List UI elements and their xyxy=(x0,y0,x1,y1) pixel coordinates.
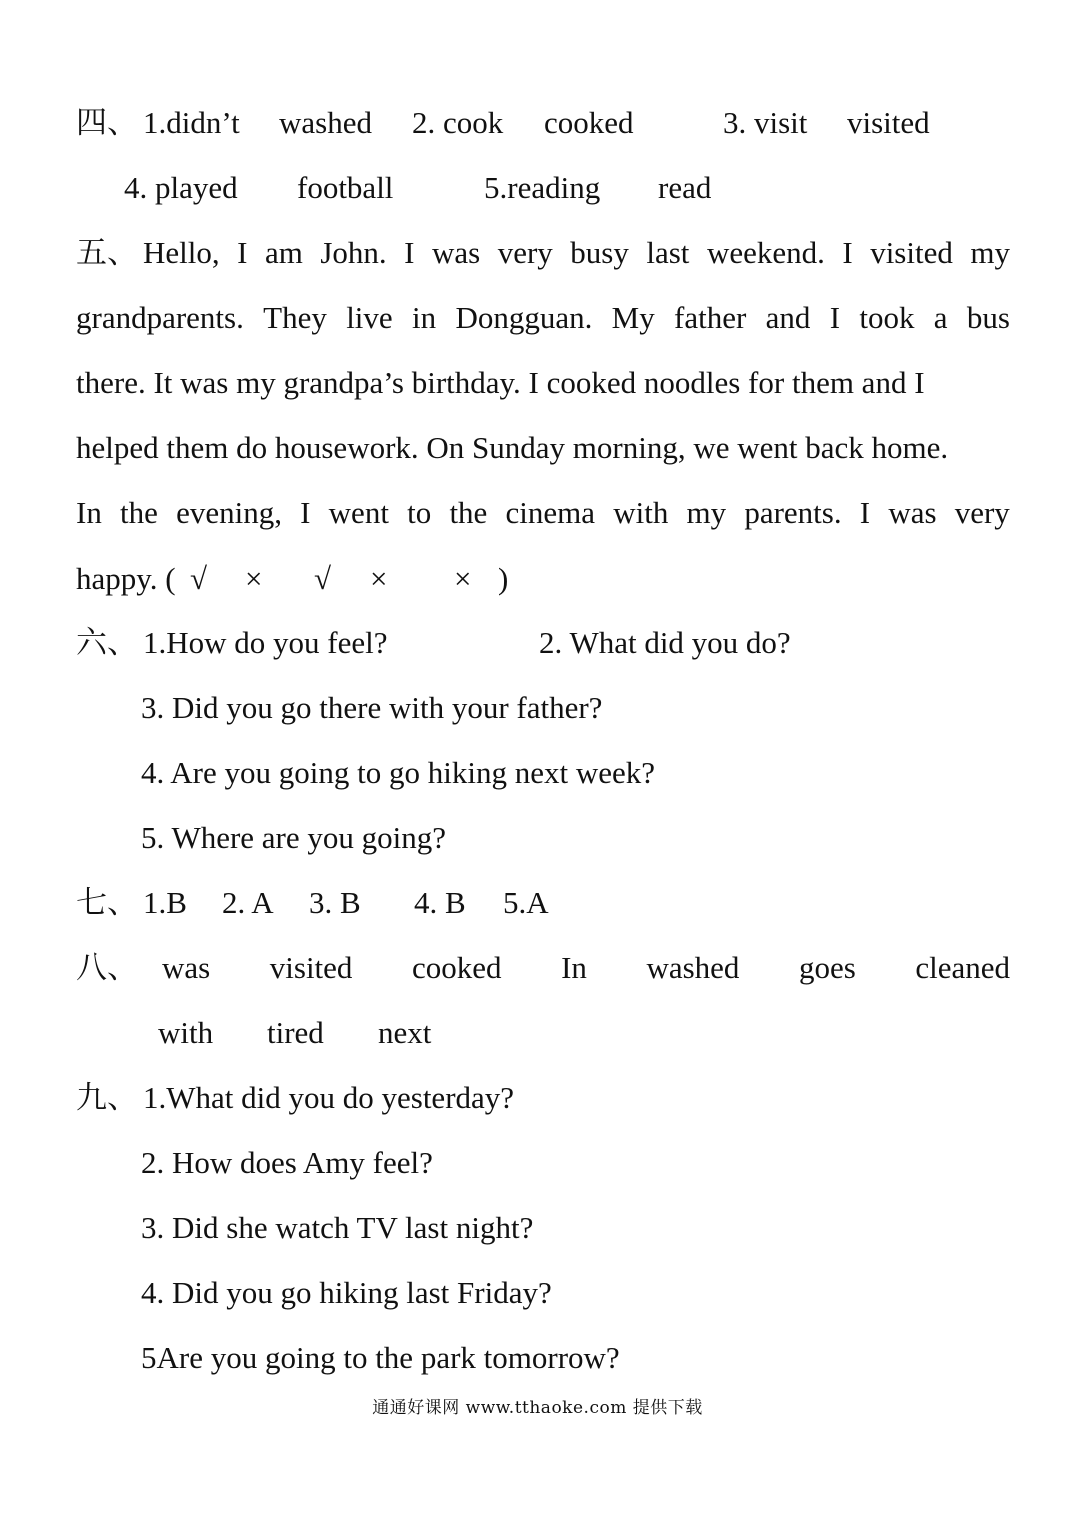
word: next xyxy=(378,1015,432,1050)
word: In xyxy=(76,495,102,530)
word: bus xyxy=(966,300,1010,335)
word: my xyxy=(970,235,1010,270)
section-6-label: 六、 xyxy=(76,625,138,660)
word: with xyxy=(158,1015,214,1050)
word: to xyxy=(407,495,432,530)
word: John. xyxy=(320,235,387,270)
passage-line-2 xyxy=(76,302,1010,333)
word: cleaned xyxy=(915,950,1010,985)
word: father xyxy=(674,300,747,335)
cross-mark-5: × xyxy=(454,561,472,596)
word: goes xyxy=(798,950,856,985)
word: with xyxy=(613,495,669,530)
word: visited xyxy=(870,235,953,270)
passage-line-6: happy. ( xyxy=(76,561,176,596)
section-4-label: 四、 xyxy=(76,105,138,140)
word: was xyxy=(888,495,937,530)
choice-5: 5.A xyxy=(503,885,549,920)
word: They xyxy=(263,300,327,335)
cross-mark-2: × xyxy=(245,561,263,596)
question-2: 2. What did you do? xyxy=(539,625,791,660)
word: Hello, xyxy=(143,235,220,270)
word: Dongguan. xyxy=(455,300,593,335)
check-mark-1: √ xyxy=(190,561,208,596)
choice-4: 4. B xyxy=(414,885,466,920)
closing-paren: ) xyxy=(498,561,509,596)
word: weekend. xyxy=(706,235,825,270)
word: I xyxy=(404,235,415,270)
question-5: 5. Where are you going? xyxy=(141,820,447,855)
section-8-label: 八、 xyxy=(76,950,138,985)
question-1: 1.How do you feel? xyxy=(143,625,388,660)
word: and xyxy=(765,300,811,335)
check-mark-3: √ xyxy=(314,561,332,596)
answer-2b: cooked xyxy=(544,105,634,140)
word: the xyxy=(449,495,488,530)
word: I xyxy=(300,495,311,530)
word: busy xyxy=(570,235,629,270)
word: went xyxy=(328,495,389,530)
answer-4a: 4. played xyxy=(124,170,238,205)
section-5-label: 五、 xyxy=(76,235,138,270)
passage-line-5 xyxy=(76,497,1010,528)
rewrite-4: 4. Did you go hiking last Friday? xyxy=(141,1275,552,1310)
answer-5b: read xyxy=(658,170,712,205)
word: am xyxy=(264,235,303,270)
word: was xyxy=(162,950,211,985)
word: visited xyxy=(269,950,353,985)
word: last xyxy=(646,235,690,270)
word: cinema xyxy=(505,495,596,530)
answer-2a: 2. cook xyxy=(412,105,504,140)
word: grandparents. xyxy=(76,300,244,335)
answer-5a: 5.reading xyxy=(484,170,601,205)
rewrite-3: 3. Did she watch TV last night? xyxy=(141,1210,534,1245)
word: washed xyxy=(646,950,740,985)
word: evening, xyxy=(176,495,282,530)
passage-line-4: helped them do housework. On Sunday morning, we went back home. xyxy=(76,430,949,465)
word: in xyxy=(412,300,437,335)
choice-1: 1.B xyxy=(143,885,187,920)
rewrite-2: 2. How does Amy feel? xyxy=(141,1145,433,1180)
word: very xyxy=(497,235,553,270)
word: parents. xyxy=(744,495,842,530)
passage-line-3: there. It was my grandpa’s birthday. I cooked noodles for them and I xyxy=(76,365,925,400)
question-4: 4. Are you going to go hiking next week? xyxy=(141,755,655,790)
word: very xyxy=(954,495,1010,530)
choice-3: 3. B xyxy=(309,885,361,920)
word: I xyxy=(859,495,871,530)
word: the xyxy=(120,495,158,530)
word: was xyxy=(431,235,481,270)
answer-1a: 1.didn’t xyxy=(143,105,240,140)
answer-4b: football xyxy=(297,170,394,205)
word: took xyxy=(859,300,915,335)
word-bank-row-1 xyxy=(162,952,1010,983)
word: My xyxy=(611,300,655,335)
cross-mark-4: × xyxy=(370,561,388,596)
footer-source: 通通好课网 www.tthaoke.com 提供下载 xyxy=(372,1398,703,1418)
word: a xyxy=(933,300,948,335)
answer-3b: visited xyxy=(847,105,930,140)
passage-line-1 xyxy=(143,237,1010,268)
word: tired xyxy=(267,1015,324,1050)
word: I xyxy=(842,235,853,270)
word: cooked xyxy=(411,950,502,985)
answer-1b: washed xyxy=(279,105,372,140)
word: my xyxy=(686,495,727,530)
answer-3a: 3. visit xyxy=(723,105,808,140)
word: I xyxy=(237,235,248,270)
question-3: 3. Did you go there with your father? xyxy=(141,690,603,725)
word: In xyxy=(561,950,587,985)
word: I xyxy=(829,300,841,335)
section-7-label: 七、 xyxy=(76,885,138,920)
rewrite-5: 5Are you going to the park tomorrow? xyxy=(141,1340,620,1375)
choice-2: 2. A xyxy=(222,885,274,920)
section-9-label: 九、 xyxy=(76,1080,138,1115)
word: live xyxy=(346,300,393,335)
rewrite-1: 1.What did you do yesterday? xyxy=(143,1080,515,1115)
